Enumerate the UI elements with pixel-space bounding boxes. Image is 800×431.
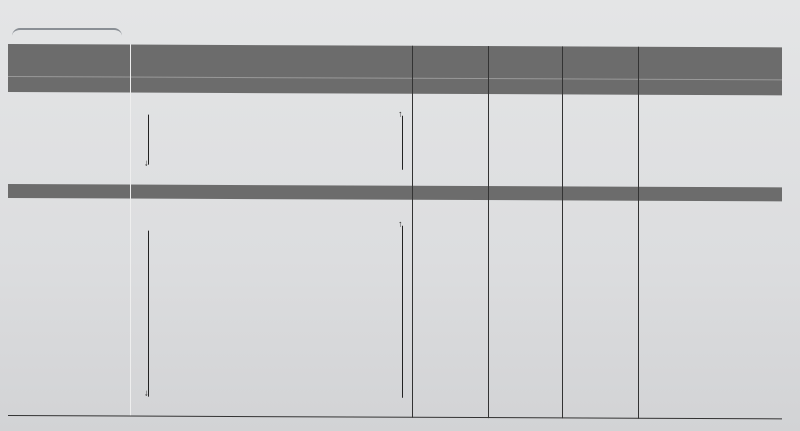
arrow-up-icon [402, 226, 403, 398]
divider [562, 46, 563, 418]
arrow-down-icon: ↓ [144, 157, 149, 168]
divider [638, 47, 639, 419]
arrow-down-icon: ↓ [144, 387, 149, 398]
top-header-band [8, 44, 782, 95]
arrow-down-icon [148, 231, 149, 397]
arrow-up-icon: ↑ [398, 108, 403, 119]
divider [488, 46, 489, 418]
arrow-up-icon [402, 116, 403, 170]
bottom-border [8, 415, 782, 419]
timetable-sheet [8, 44, 782, 419]
divider [130, 45, 131, 417]
bottom-header-band [8, 184, 782, 201]
divider [412, 46, 413, 418]
arrow-up-icon: ↑ [398, 218, 403, 229]
logo-swoosh-icon [12, 28, 122, 36]
